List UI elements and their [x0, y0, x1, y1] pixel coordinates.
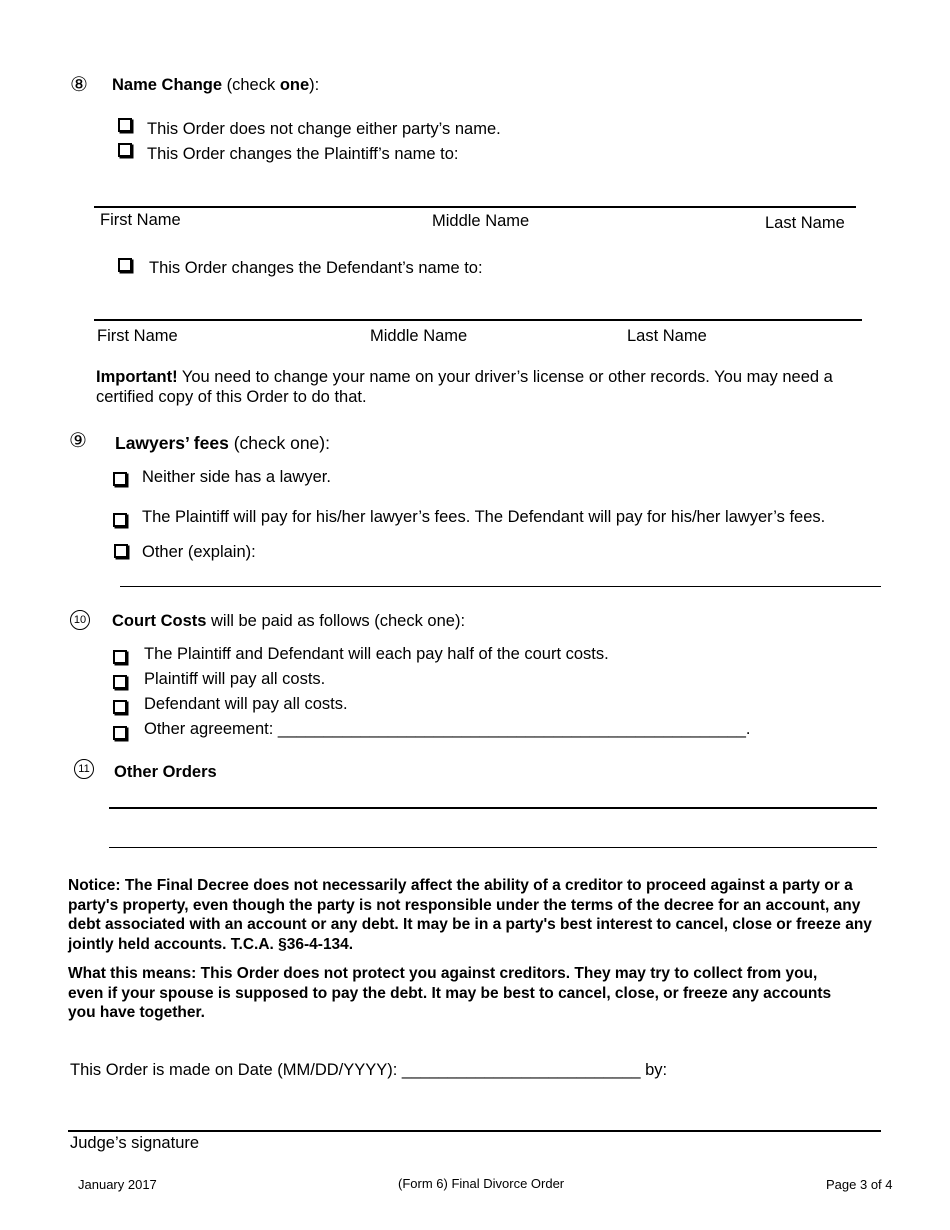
fees-explain-blank[interactable]: [120, 586, 881, 587]
important-text: You need to change your name on your driver’s license or other records. You may need a certified copy of this Order to do that.: [96, 368, 833, 406]
option-fees-other: Other (explain):: [142, 543, 256, 561]
checkbox-plaintiff-pays[interactable]: [113, 675, 127, 689]
option-split-costs: The Plaintiff and Defendant will each pay half of the court costs.: [144, 645, 609, 663]
section-8-subtitle-pre: (check: [222, 76, 280, 94]
section-9-heading: [115, 433, 330, 454]
option-plaintiff-name-change: This Order changes the Plaintiff’s name to:: [147, 145, 459, 163]
section-8-number: ⑧: [70, 74, 88, 96]
order-date-line: [70, 1061, 667, 1080]
footer-form-name: (Form 6) Final Divorce Order: [398, 1176, 565, 1191]
judge-signature-label: Judge’s signature: [70, 1134, 200, 1152]
checkbox-fees-other[interactable]: [114, 544, 128, 558]
defendant-name-line[interactable]: [94, 319, 862, 321]
section-10-number: 10: [70, 610, 90, 630]
checkbox-plaintiff-name-change[interactable]: [118, 143, 132, 157]
checkbox-other-agreement[interactable]: [113, 726, 127, 740]
other-orders-line-1[interactable]: [109, 807, 877, 809]
defendant-middle-name-label: Middle Name: [370, 327, 468, 345]
checkbox-each-pays-own[interactable]: [113, 513, 127, 527]
option-each-pays-own: The Plaintiff will pay for his/her lawyer’s fees. The Defendant will pay for his/her lawyer’s fees.: [142, 508, 826, 526]
section-11-number: 11: [74, 759, 94, 779]
section-9-number: ⑨: [69, 430, 87, 452]
section-9-title: Lawyers’ fees: [115, 433, 229, 453]
section-8-heading: [112, 76, 319, 95]
defendant-last-name-label: Last Name: [627, 327, 707, 345]
plaintiff-name-line[interactable]: [94, 206, 856, 208]
plaintiff-last-name-label: Last Name: [765, 214, 845, 232]
creditor-notice: Notice: The Final Decree does not necessarily affect the ability of a creditor to proceed against a party or a party's property, even though the party is not responsible under the terms of the decree for an account, any debt associated with an account or any debt. It may be in a party's best interest to cancel, close or freeze any jointly held accounts. T.C.A. §36-4-134.: [68, 877, 872, 953]
footer-date: January 2017: [78, 1177, 157, 1192]
checkbox-defendant-pays[interactable]: [113, 700, 127, 714]
judge-signature-line[interactable]: [68, 1130, 881, 1132]
section-8-subtitle-bold: one: [279, 76, 310, 94]
option-defendant-name-change: This Order changes the Defendant’s name to:: [149, 259, 483, 277]
footer-page-number: Page 3 of 4: [826, 1177, 893, 1192]
defendant-first-name-label: First Name: [97, 327, 178, 345]
option-other-agreement: Other agreement: ___________________________________________________.: [144, 720, 751, 738]
section-10-heading: [112, 612, 465, 631]
important-label: Important!: [96, 368, 178, 386]
checkbox-split-costs[interactable]: [113, 650, 127, 664]
section-8-subtitle-post: ):: [309, 76, 320, 94]
plaintiff-middle-name-label: Middle Name: [432, 212, 530, 230]
option-no-lawyer: Neither side has a lawyer.: [142, 468, 331, 486]
checkbox-defendant-name-change[interactable]: [118, 258, 132, 272]
order-date-blank[interactable]: __________________________: [401, 1061, 641, 1079]
section-11-title: Other Orders: [114, 763, 217, 781]
option-defendant-pays: Defendant will pay all costs.: [144, 695, 348, 713]
option-no-name-change: This Order does not change either party’s name.: [147, 120, 501, 138]
order-date-label: This Order is made on Date (MM/DD/YYYY):: [70, 1061, 402, 1079]
section-8-title: Name Change: [112, 76, 223, 94]
important-note: [96, 367, 886, 407]
section-10-subtitle: will be paid as follows (check one):: [206, 612, 466, 630]
section-10-title: Court Costs: [112, 612, 207, 630]
checkbox-no-name-change[interactable]: [118, 118, 132, 132]
section-9-subtitle: (check one):: [228, 433, 330, 453]
option-plaintiff-pays: Plaintiff will pay all costs.: [144, 670, 326, 688]
checkbox-no-lawyer[interactable]: [113, 472, 127, 486]
notice-explanation: What this means: This Order does not protect you against creditors. They may try to collect from you, even if your spouse is supposed to pay the debt. It may be best to cancel, close, or freeze any accounts you have together.: [68, 965, 832, 1021]
other-orders-line-2[interactable]: [109, 847, 877, 848]
order-date-by: by:: [640, 1061, 668, 1079]
plaintiff-first-name-label: First Name: [100, 211, 181, 229]
